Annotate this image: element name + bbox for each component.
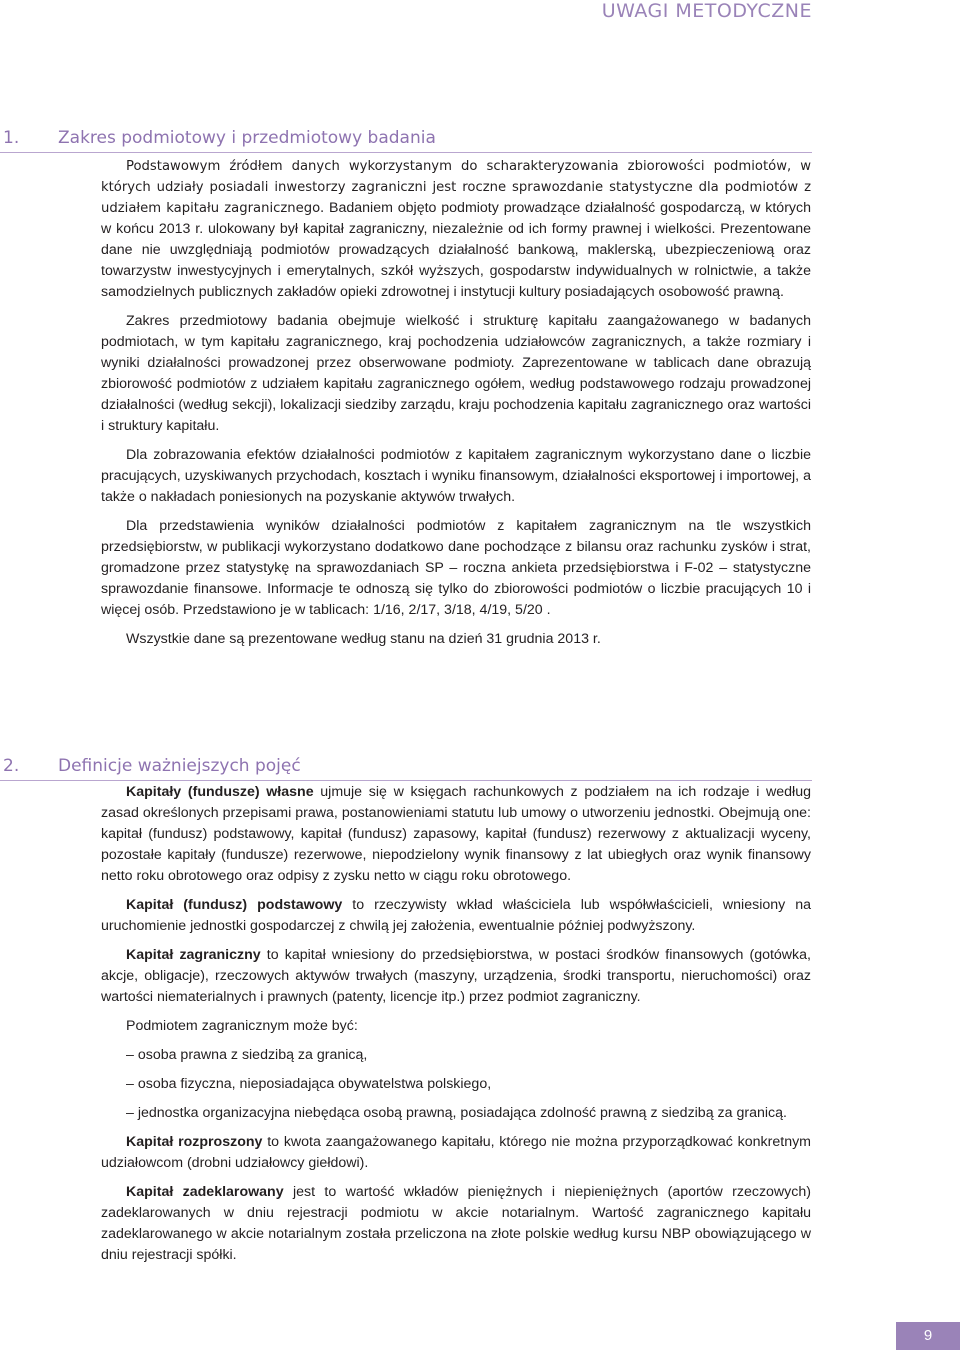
definition-term: Kapitał rozproszony xyxy=(126,1134,263,1150)
paragraph xyxy=(101,156,811,303)
definition xyxy=(101,1182,811,1266)
definition-term: Kapitały (fundusze) własne xyxy=(126,784,314,800)
definition xyxy=(101,895,811,937)
definition-text: to kwota zaangażowanego kapitału, którego nie można przyporządkować konkretnym udziałowcom (drobni udziałowcy giełdowi). xyxy=(101,1134,811,1171)
section-2-title: Definicje ważniejszych pojęć xyxy=(58,756,301,776)
definition-term: Kapitał zadeklarowany xyxy=(126,1184,284,1200)
list-item: – osoba fizyczna, nieposiadająca obywatelstwa polskiego, xyxy=(126,1076,492,1092)
definition xyxy=(101,1132,811,1174)
definition-text: ujmuje się w księgach rachunkowych z podziałem na ich rodzaje i według zasad określonych przepisami prawa, postanowieniami statutu lub umowy o utworzeniu jednostki. Obejmują one: kapitał (fundusz) podstawowy, kapitał (fundusz) zapasowy, kapitał (fundusz) rezerwowy z aktualizacji wyceny, pozostałe kapitały (fundusze) rezerwowe, niepodzielony wynik finansowy z lat ubiegłych oraz wynik finansowy netto roku obrotowego oraz odpisy z zysku netto w ciągu roku obrotowego. xyxy=(101,784,811,884)
section-2-body xyxy=(101,782,811,1274)
definition-text: to rzeczywisty wkład właściciela lub współwłaścicieli, wniesiony na uruchomienie jednostki gospodarczej z chwilą jej założenia, ewentualnie później podwyższony. xyxy=(101,897,811,934)
definition xyxy=(101,945,811,1008)
paragraph-part: Badaniem objęto podmioty prowadzące działalność gospodarczą, w których w końcu 2013 r. ulokowany był kapitał zagraniczny, niezależnie od ich formy prawnej i wielkości. Prezentowane dane nie uwzględniają podmiotów prowadzących działalność bankową, maklerską, ubezpieczeniową oraz towarzystw inwestycyjnych i emerytalnych, szkół wyższych, gospodarstw indywidualnych w rolnictwie, a także samodzielnych publicznych zakładów opieki zdrowotnej i instytucji kultury posiadających osobowość prawną. xyxy=(101,200,811,300)
section-1-body xyxy=(101,156,811,658)
paragraph: Dla zobrazowania efektów działalności podmiotów z kapitałem zagranicznym wykorzystano dane o liczbie pracujących, uzyskiwanych przychodach, kosztach i wyniku finansowym, działalności eksportowej i importowej, a także o nakładach poniesionych na pozyskanie aktywów trwałych. xyxy=(101,447,811,505)
list-item: – jednostka organizacyjna niebędąca osobą prawną, posiadająca zdolność prawną z siedzibą za granicą. xyxy=(126,1105,787,1121)
list-item: – osoba prawna z siedzibą za granicą, xyxy=(126,1047,368,1063)
page-number: 9 xyxy=(896,1322,960,1350)
section-1-title: Zakres podmiotowy i przedmiotowy badania xyxy=(58,128,436,148)
definition-term: Kapitał zagraniczny xyxy=(126,947,261,963)
paragraph-mono-part: Podstawowym źródłem danych wykorzystanym do scharakteryzowania zbiorowości podmiotów, w których udziały posiadali inwestorzy zagraniczni jest roczne sprawozdanie statystyczne dla podmiotów z udziałem kapitału zagranicznego. xyxy=(101,159,811,216)
definition-text: to kapitał wniesiony do przedsiębiorstwa, w postaci środków finansowych (gotówka, akcje, obligacje), rzeczowych aktywów trwałych (maszyny, urządzenia, środki transportu, nieruchomości) oraz wartości niematerialnych i prawnych (patenty, licencje itp.) przez podmiot zagraniczny. xyxy=(101,947,811,1005)
paragraph: Zakres przedmiotowy badania obejmuje wielkość i strukturę kapitału zaangażowanego w badanych podmiotach, w tym kapitału zagranicznego, kraj pochodzenia udziałowców zagranicznych, a także rozmiary i wyniki działalności prowadzonej przez obserwowane podmioty. Zaprezentowane w tablicach dane obrazują zbiorowość podmiotów z udziałem kapitału zagranicznego ogółem, według podstawowego rodzaju prowadzonej działalności (według sekcji), lokalizacji siedziby zarządu, kraju pochodzenia kapitału zagranicznego oraz wartości i struktury kapitału. xyxy=(101,313,811,434)
running-header: UWAGI METODYCZNE xyxy=(601,0,812,22)
section-2-heading xyxy=(0,756,812,781)
definition xyxy=(101,782,811,887)
paragraph: Wszystkie dane są prezentowane według stanu na dzień 31 grudnia 2013 r. xyxy=(126,631,601,647)
definition-term: Kapitał (fundusz) podstawowy xyxy=(126,897,343,913)
section-1-number: 1. xyxy=(3,128,20,148)
definition-text: jest to wartość wkładów pieniężnych i niepieniężnych (aportów rzeczowych) zadeklarowanych w dniu rejestracji podmiotu w akcie notarialnym. Wartość zagranicznego kapitału zadeklarowanego w akcie notarialnym została przeliczona na złote polskie według kursu NBP obowiązującego w dniu rejestracji spółki. xyxy=(101,1184,811,1263)
paragraph: Dla przedstawienia wyników działalności podmiotów z kapitałem zagranicznym na tle wszystkich przedsiębiorstw, w publikacji wykorzystano dodatkowo dane pochodzące z bilansu oraz rachunku zysków i strat, gromadzone przez statystykę na sprawozdaniach SP – roczna ankieta przedsiębiorstwa i F-02 – statystyczne sprawozdanie finansowe. Informacje te odnoszą się tylko do zbiorowości podmiotów o liczbie pracujących 10 i więcej osób. Przedstawiono je w tablicach: 1/16, 2/17, 3/18, 4/19, 5/20 . xyxy=(101,518,811,618)
section-2-number: 2. xyxy=(3,756,20,776)
list-intro: Podmiotem zagranicznym może być: xyxy=(126,1018,358,1034)
section-1-heading xyxy=(0,128,812,153)
